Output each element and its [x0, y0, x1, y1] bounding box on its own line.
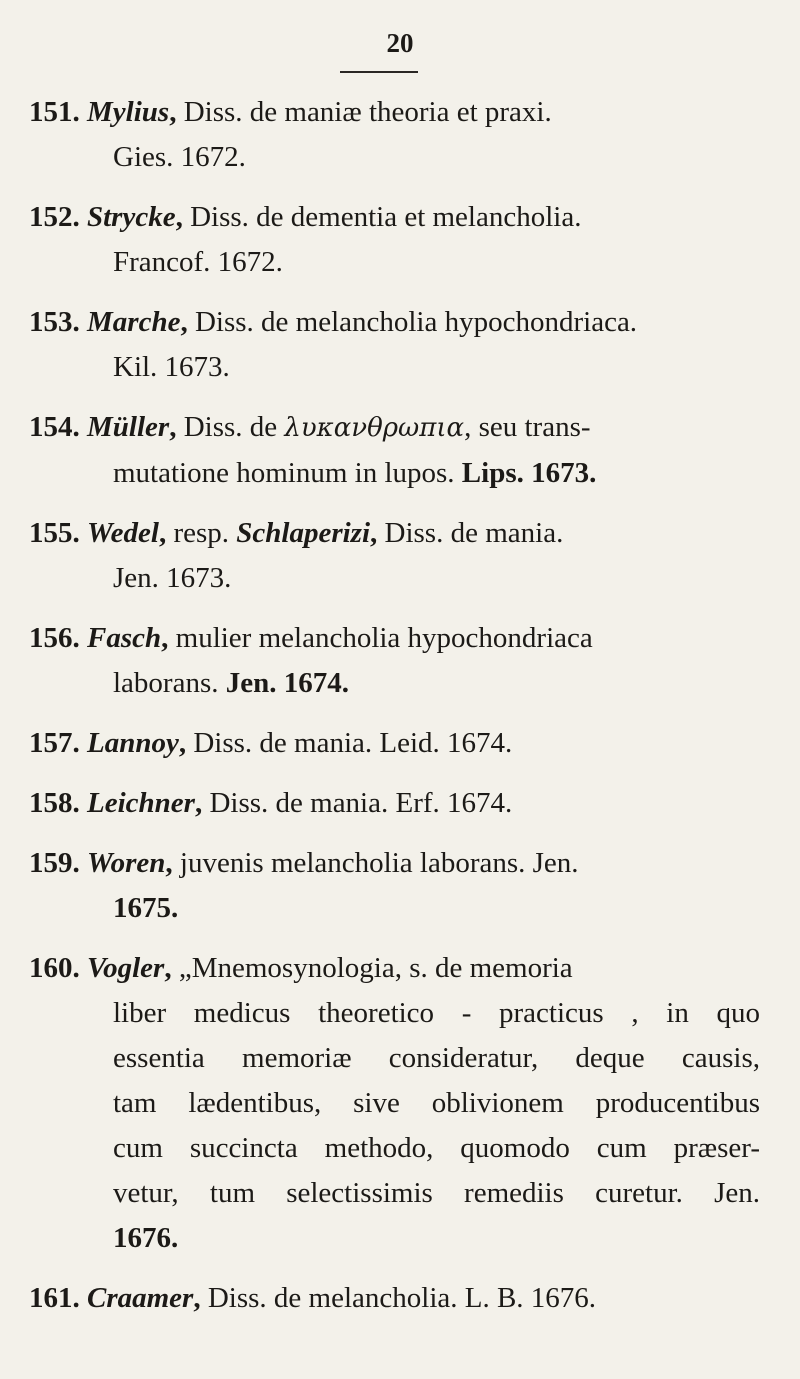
entry-line: 155. Wedel, resp. Schlaperizi, Diss. de mania. [29, 517, 564, 549]
entry-line: 160. Vogler, „Mnemosynologia, s. de memoria [29, 952, 573, 984]
entry-line: 156. Fasch, mulier melancholia hypochondriaca [29, 622, 593, 654]
page-number: 20 [386, 28, 414, 58]
entry-number: 156. [29, 622, 80, 654]
entry-author: Craamer [87, 1282, 194, 1314]
entry-line [113, 661, 760, 706]
entry-number: 158. [29, 787, 80, 819]
entry-line: 157. Lannoy, Diss. de mania. Leid. 1674. [29, 727, 513, 759]
entry-author: Fasch [87, 622, 162, 654]
entry-title: juvenis melancholia laborans. Jen. [172, 847, 579, 879]
entry-number: 161. [29, 1282, 80, 1314]
bibliography-entry-157 [0, 721, 800, 766]
entry-author: Woren [87, 847, 166, 879]
entry-line: 152. Strycke, Diss. de dementia et melancholia. [29, 201, 582, 233]
entry-number: 160. [29, 952, 80, 984]
entry-title-end: , seu trans- [464, 411, 591, 443]
entry-body-line: liber medicus theoretico - practicus , in quo [113, 997, 760, 1029]
entry-line [113, 451, 760, 496]
entry-line: 151. Mylius, Diss. de maniæ theoria et praxi. [29, 96, 552, 128]
entry-author: Marche [87, 306, 181, 338]
bibliography-entry-152 [0, 195, 800, 285]
entry-respondent: Schlaperizi [236, 517, 371, 549]
bibliography-list [0, 90, 800, 1336]
entry-imprint: Lips. 1673. [461, 457, 597, 489]
bibliography-entry-154 [0, 405, 800, 496]
entry-line: 158. Leichner, Diss. de mania. Erf. 1674. [29, 787, 513, 819]
entry-imprint: Kil. 1673. [113, 351, 230, 383]
entry-title: Diss. de dementia et melancholia. [182, 201, 582, 233]
entry-title-start: Diss. de [176, 411, 285, 443]
entry-respondent-prefix: resp. [166, 517, 237, 549]
entry-imprint: 1676. [113, 1222, 179, 1254]
bibliography-entry-159 [0, 841, 800, 931]
entry-author: Müller [87, 411, 170, 443]
entry-title-continued: laborans. [113, 667, 219, 699]
entry-number: 151. [29, 96, 80, 128]
entry-body-line: essentia memoriæ consideratur, deque causis, [113, 1042, 760, 1074]
entry-number: 154. [29, 411, 80, 443]
entry-line: 154. Müller, Diss. de λυκανθρωπια, seu trans- [29, 411, 591, 443]
entry-title: Diss. de maniæ theoria et praxi. [176, 96, 552, 128]
entry-line: 153. Marche, Diss. de melancholia hypochondriaca. [29, 306, 638, 338]
entry-imprint: Jen. 1674. [225, 667, 349, 699]
bibliography-entry-156 [0, 616, 800, 706]
entry-title: Diss. de melancholia hypochondriaca. [187, 306, 638, 338]
entry-author: Mylius [87, 96, 170, 128]
entry-number: 153. [29, 306, 80, 338]
entry-author: Wedel [87, 517, 159, 549]
bibliography-entry-155 [0, 511, 800, 601]
entry-title: Diss. de mania. Erf. 1674. [202, 787, 513, 819]
entry-line: 161. Craamer, Diss. de melancholia. L. B. 1676. [29, 1282, 597, 1314]
entry-body-line: cum succincta methodo, quomodo cum præser- [113, 1132, 760, 1164]
entry-author: Vogler [87, 952, 165, 984]
bibliography-entry-160 [0, 946, 800, 1261]
entry-author: Leichner [87, 787, 195, 819]
entry-imprint: Francof. 1672. [113, 246, 283, 278]
entry-title: Diss. de mania. Leid. 1674. [186, 727, 513, 759]
bibliography-entry-158 [0, 781, 800, 826]
entry-greek-term: λυκανθρωπια [284, 413, 465, 443]
entry-title: Diss. de mania. [377, 517, 564, 549]
entry-author: Lannoy [87, 727, 179, 759]
entry-imprint: Gies. 1672. [113, 141, 246, 173]
bibliography-entry-151 [0, 90, 800, 180]
entry-body-line: tam lædentibus, sive oblivionem producentibus [113, 1087, 760, 1119]
header-rule [340, 71, 418, 73]
entry-line: 159. Woren, juvenis melancholia laborans. Jen. [29, 847, 579, 879]
entry-number: 155. [29, 517, 80, 549]
entry-number: 157. [29, 727, 80, 759]
entry-title-continued: mutatione hominum in lupos. [113, 457, 455, 489]
entry-author: Strycke [87, 201, 176, 233]
entry-body-line: vetur, tum selectissimis remediis curetur. Jen. [113, 1177, 760, 1209]
bibliography-entry-161 [0, 1276, 800, 1321]
entry-number: 159. [29, 847, 80, 879]
entry-imprint: 1675. [113, 892, 179, 924]
entry-title: „Mnemosynologia, s. de memoria [171, 952, 573, 984]
entry-imprint: Jen. 1673. [113, 562, 232, 594]
entry-title: mulier melancholia hypochondriaca [168, 622, 593, 654]
entry-title: Diss. de melancholia. L. B. 1676. [200, 1282, 597, 1314]
bibliography-entry-153 [0, 300, 800, 390]
entry-number: 152. [29, 201, 80, 233]
